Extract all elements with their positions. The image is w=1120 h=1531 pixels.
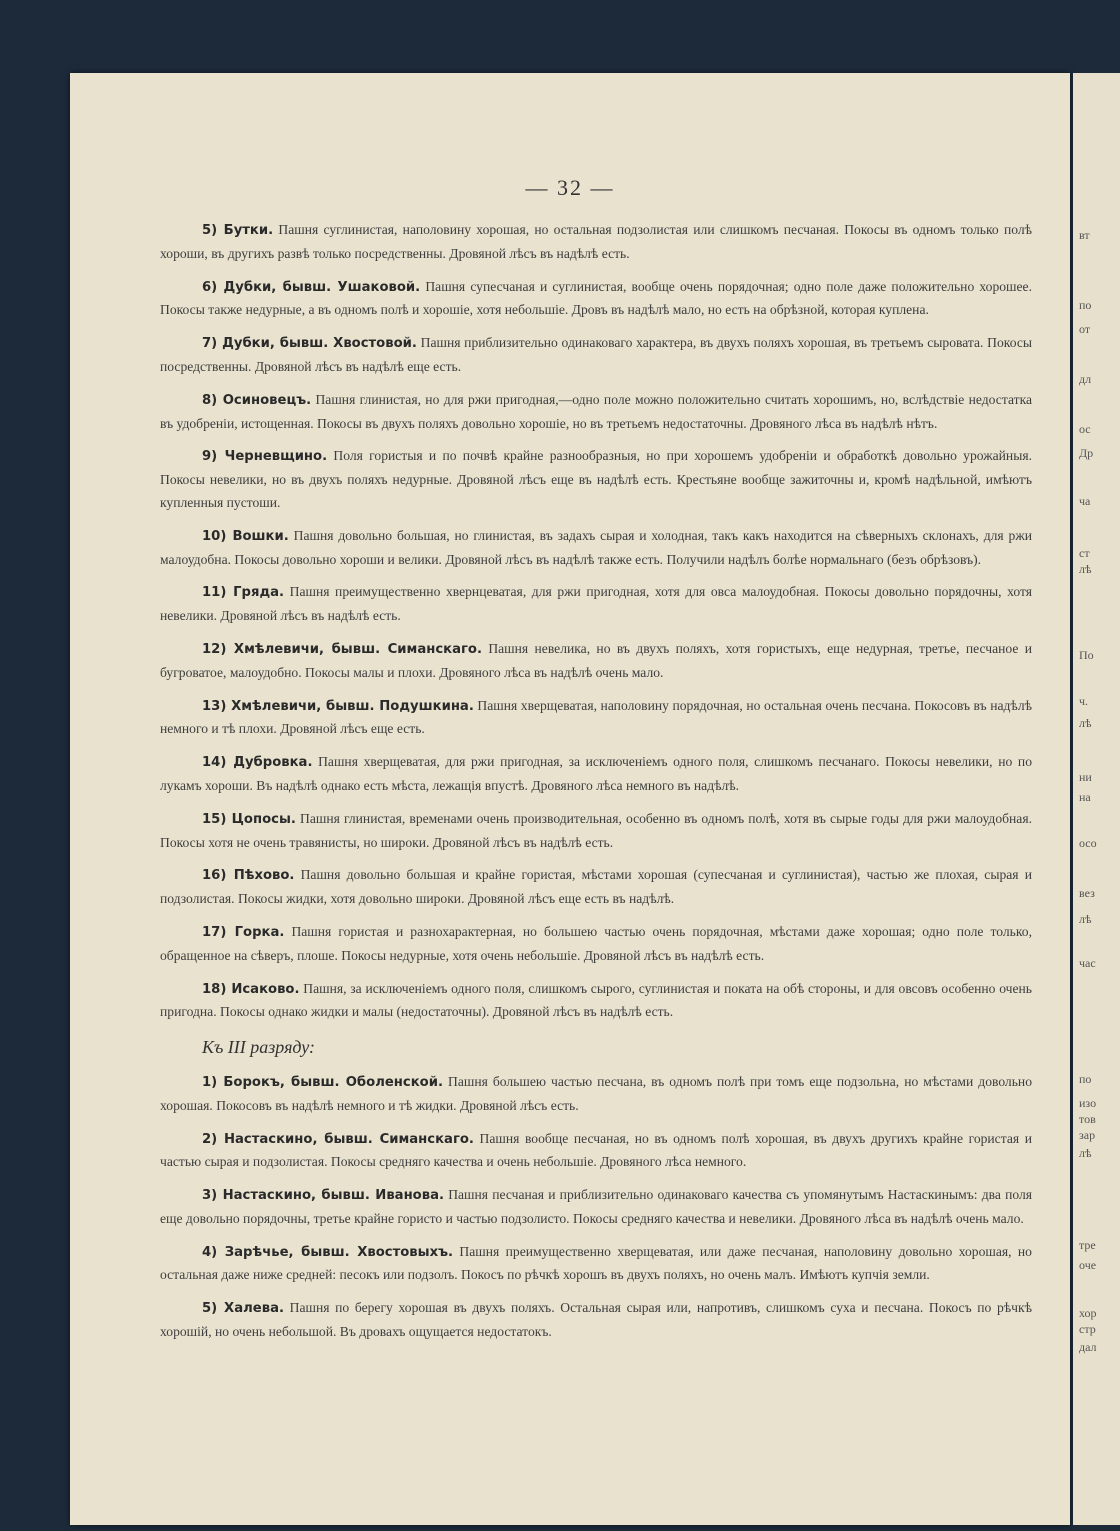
village-name: 3) Настаскино, бывш. Иванова.: [202, 1188, 444, 1204]
entry-text: Пашня хверщеватая, для ржи пригодная, за исключеніемъ одного поля, слишкомъ песчанаго. Покосы невелики, но по лукамъ хороши. Въ надѣлѣ однако есть мѣста, лежащія впустѣ. Дровяного лѣса немного въ надѣлѣ.: [160, 754, 1032, 793]
village-name: 9) Черневщино.: [202, 449, 328, 465]
village-name: 2) Настаскино, бывш. Симанскаго.: [202, 1131, 474, 1147]
entries-list-section-3: [160, 1071, 1032, 1344]
entry-paragraph: [160, 751, 1032, 798]
entry-paragraph: [160, 581, 1032, 628]
adjacent-page-fragment: стр: [1079, 1322, 1096, 1336]
adjacent-page-fragment: зар: [1079, 1128, 1096, 1142]
adjacent-page-fragment: лѣ: [1079, 562, 1092, 576]
entry-text: Пашня вообще песчаная, но въ одномъ полѣ хорошая, въ двухъ другихъ крайне гористая и частью сырая и подзолистая. Покосы средняго качества и очень небольшіе. Дровяного лѣса немного.: [160, 1130, 1032, 1170]
entry-paragraph: [160, 1071, 1032, 1118]
village-name: 5) Бутки.: [202, 223, 274, 238]
page-number: — 32 —: [525, 175, 615, 200]
village-name: 14) Дубровка.: [202, 755, 313, 771]
entry-paragraph: [160, 864, 1032, 911]
entry-paragraph: [160, 445, 1032, 514]
village-name: 13) Хмѣлевичи, бывш. Подушкина.: [202, 698, 474, 714]
village-name: 6) Дубки, бывш. Ушаковой.: [202, 279, 421, 295]
adjacent-page-fragment: час: [1079, 956, 1096, 970]
adjacent-page-fragment: хор: [1079, 1306, 1097, 1320]
entry-text: Поля гористыя и по почвѣ крайне разнообразныя, но при хорошемъ удобреніи и обработкѣ довольно урожайныя. Покосы невелики, но въ двухъ поляхъ недурные. Дровяной лѣсъ еще въ надѣлѣ есть. Крестьяне вообще зажиточны и, кромѣ надѣльной, имѣютъ купленныя пустоши.: [160, 448, 1032, 510]
adjacent-page-fragment: на: [1079, 790, 1091, 804]
adjacent-page-fragment: ни: [1079, 770, 1092, 784]
entry-paragraph: [160, 921, 1032, 968]
adjacent-page-fragment: По: [1079, 648, 1094, 662]
adjacent-page-fragment: тов: [1079, 1112, 1096, 1126]
entry-text: Пашня хверщеватая, наполовину порядочная, но остальная очень песчана. Покосовъ въ надѣлѣ немного и тѣ плохи. Дровяной лѣсъ еще есть.: [160, 697, 1032, 737]
village-name: 5) Халева.: [202, 1301, 284, 1317]
page-content: [160, 219, 1032, 1354]
adjacent-page-fragment: по: [1079, 1072, 1092, 1086]
adjacent-page-fragment: оче: [1079, 1258, 1097, 1272]
entry-paragraph: [160, 695, 1032, 742]
entry-text: Пашня суглинистая, наполовину хорошая, но остальная подзолистая или слишкомъ песчаная. Покосы въ одномъ только полѣ хороши, въ другихъ развѣ только посредственны. Дровяной лѣсъ въ надѣлѣ есть.: [160, 222, 1033, 261]
village-name: 17) Горка.: [202, 924, 285, 940]
entry-text: Пашня, за исключеніемъ одного поля, слишкомъ сырого, суглинистая и поката на обѣ стороны, и для овсовъ особенно очень пригодна. Покосы однако жидки и малы (недостаточны). Дровяной лѣсъ въ надѣлѣ есть.: [160, 980, 1032, 1020]
village-name: 12) Хмѣлевичи, бывш. Симанскаго.: [202, 641, 482, 657]
adjacent-page-fragment: ст: [1079, 546, 1090, 560]
adjacent-page-fragment: ос: [1079, 422, 1091, 436]
village-name: 4) Зарѣчье, бывш. Хвостовыхъ.: [202, 1244, 453, 1260]
village-name: 16) Пѣхово.: [202, 868, 295, 884]
village-name: 1) Борокъ, бывш. Оболенской.: [202, 1074, 443, 1090]
entry-text: Пашня гористая и разнохарактерная, но большею частью очень порядочная, мѣстами даже хорошая; одно поле только, обращенное на сѣверъ, плоше. Покосы недурные, хотя очень небольшіе. Дровяной лѣсъ въ надѣлѣ есть.: [160, 923, 1032, 963]
entry-text: Пашня приблизительно одинаковаго характера, въ двухъ поляхъ хорошая, въ третьемъ сыровата. Покосы посредственны. Дровяной лѣсъ въ надѣлѣ еще есть.: [160, 335, 1032, 374]
entry-paragraph: [160, 389, 1032, 436]
village-name: 18) Исаково.: [202, 981, 300, 997]
entry-text: Пашня невелика, но въ двухъ поляхъ, хотя гористыхъ, еще недурная, третье, песчаное и бугроватое, малоудобно. Покосы малы и плохи. Дровяного лѣса въ надѣлѣ очень мало.: [160, 640, 1032, 680]
section-heading: Къ III разряду:: [202, 1037, 316, 1058]
entry-text: Пашня большею частью песчана, въ одномъ полѣ при томъ еще подзольна, но мѣстами довольно хорошая. Покосовъ въ надѣлѣ немного и тѣ жидки. Дровяной лѣсъ есть.: [160, 1073, 1032, 1113]
adjacent-page-fragment: тре: [1079, 1238, 1096, 1252]
entry-text: Пашня глинистая, временами очень производительная, особенно въ одномъ полѣ, хотя въ сырые годы для ржи малоудобная. Покосы хотя не очень травянисты, но широки. Дровяной лѣсъ въ надѣлѣ есть.: [160, 810, 1032, 850]
village-name: 10) Вошки.: [202, 528, 289, 544]
village-name: 11) Гряда.: [202, 585, 285, 601]
adjacent-page-fragment: от: [1079, 322, 1091, 336]
entry-paragraph: [160, 332, 1032, 379]
entry-paragraph: [160, 276, 1032, 323]
adjacent-page-fragment: дал: [1079, 1340, 1097, 1354]
entry-text: Пашня глинистая, но для ржи пригодная,—одно поле можно положительно считать хорошимъ, но, вслѣдствіе недостатка въ удобреніи, истощенная. Покосы въ двухъ поляхъ довольно хорошіе, но въ третьемъ недостаточны. Дровяного лѣса въ надѣлѣ нѣтъ.: [160, 391, 1032, 431]
entry-paragraph: [160, 978, 1032, 1025]
village-name: 8) Осиновецъ.: [202, 392, 312, 408]
entry-paragraph: [160, 638, 1032, 685]
adjacent-page-fragment: Др: [1079, 446, 1094, 460]
adjacent-page-fragment: лѣ: [1079, 912, 1092, 926]
adjacent-page-fragment: вез: [1079, 886, 1095, 900]
adjacent-page-fragment: вт: [1079, 228, 1090, 242]
village-name: 7) Дубки, бывш. Хвостовой.: [202, 336, 417, 352]
document-page: [70, 73, 1070, 1525]
entry-paragraph: [160, 1184, 1032, 1231]
adjacent-page-edge: [1073, 73, 1120, 1525]
entry-paragraph: [160, 1241, 1032, 1288]
entry-paragraph: [160, 1128, 1032, 1175]
entries-list: [160, 219, 1032, 1024]
adjacent-page-fragment: изо: [1079, 1096, 1097, 1110]
entry-paragraph: [160, 1297, 1032, 1344]
adjacent-page-fragment: лѣ: [1079, 1146, 1092, 1160]
entry-text: Пашня преимущественно хверщеватая, или даже песчаная, наполовину довольно хорошая, но остальная даже ниже средней: песокъ или подзолъ. Покосъ по рѣчкѣ хорошъ въ двухъ поляхъ, но очень малъ. Имѣютъ купчія земли.: [160, 1243, 1032, 1283]
entry-paragraph: [160, 525, 1032, 572]
entry-text: Пашня супесчаная и суглинистая, вообще очень порядочная; одно поле даже положительно хорошее. Покосы также недурные, а въ одномъ полѣ и хорошіе, хотя небольшіе. Дровъ въ надѣлѣ мало, но есть на обрѣзной, которая куплена.: [160, 278, 1032, 318]
entry-text: Пашня песчаная и приблизительно одинаковаго качества съ упомянутымъ Настаскинымъ: два поля еще довольно порядочны, третье крайне гористо и частью подзолисто. Покосы средняго качества и невелики. Дровяного лѣса въ надѣлѣ очень мало.: [160, 1187, 1032, 1226]
village-name: 15) Цопосы.: [202, 811, 296, 827]
entry-paragraph: [160, 219, 1032, 266]
adjacent-page-fragment: ч.: [1079, 694, 1089, 708]
adjacent-page-fragment: осо: [1079, 836, 1097, 850]
adjacent-page-fragment: дл: [1079, 372, 1092, 386]
adjacent-page-fragment: по: [1079, 298, 1092, 312]
entry-text: Пашня довольно большая, но глинистая, въ задахъ сырая и холодная, такъ какъ находится на сѣверныхъ склонахъ, для ржи малоудобна. Покосы довольно хороши и велики. Дровяной лѣсъ въ надѣлѣ также есть. Получили надѣлъ болѣе нормальнаго (безъ обрѣзовъ).: [160, 527, 1032, 567]
entry-text: Пашня довольно большая и крайне гористая, мѣстами хорошая (супесчаная и суглинистая), частью же плохая, сырая и подзолистая. Покосы жидки, хотя довольно широки. Дровяной лѣсъ еще есть въ надѣлѣ.: [160, 867, 1032, 907]
entry-paragraph: [160, 808, 1032, 855]
entry-text: Пашня по берегу хорошая въ двухъ поляхъ. Остальная сырая или, напротивъ, слишкомъ суха и песчана. Покосъ по рѣчкѣ хорошій, но очень небольшой. Въ дровахъ ощущается недостатокъ.: [160, 1300, 1032, 1340]
entry-text: Пашня преимущественно хвернцеватая, для ржи пригодная, хотя для овса малоудобная. Покосы довольно порядочны, хотя невелики. Дровяной лѣсъ въ надѣлѣ есть.: [160, 584, 1032, 624]
adjacent-page-fragment: лѣ: [1079, 716, 1092, 730]
adjacent-page-fragment: ча: [1079, 494, 1091, 508]
